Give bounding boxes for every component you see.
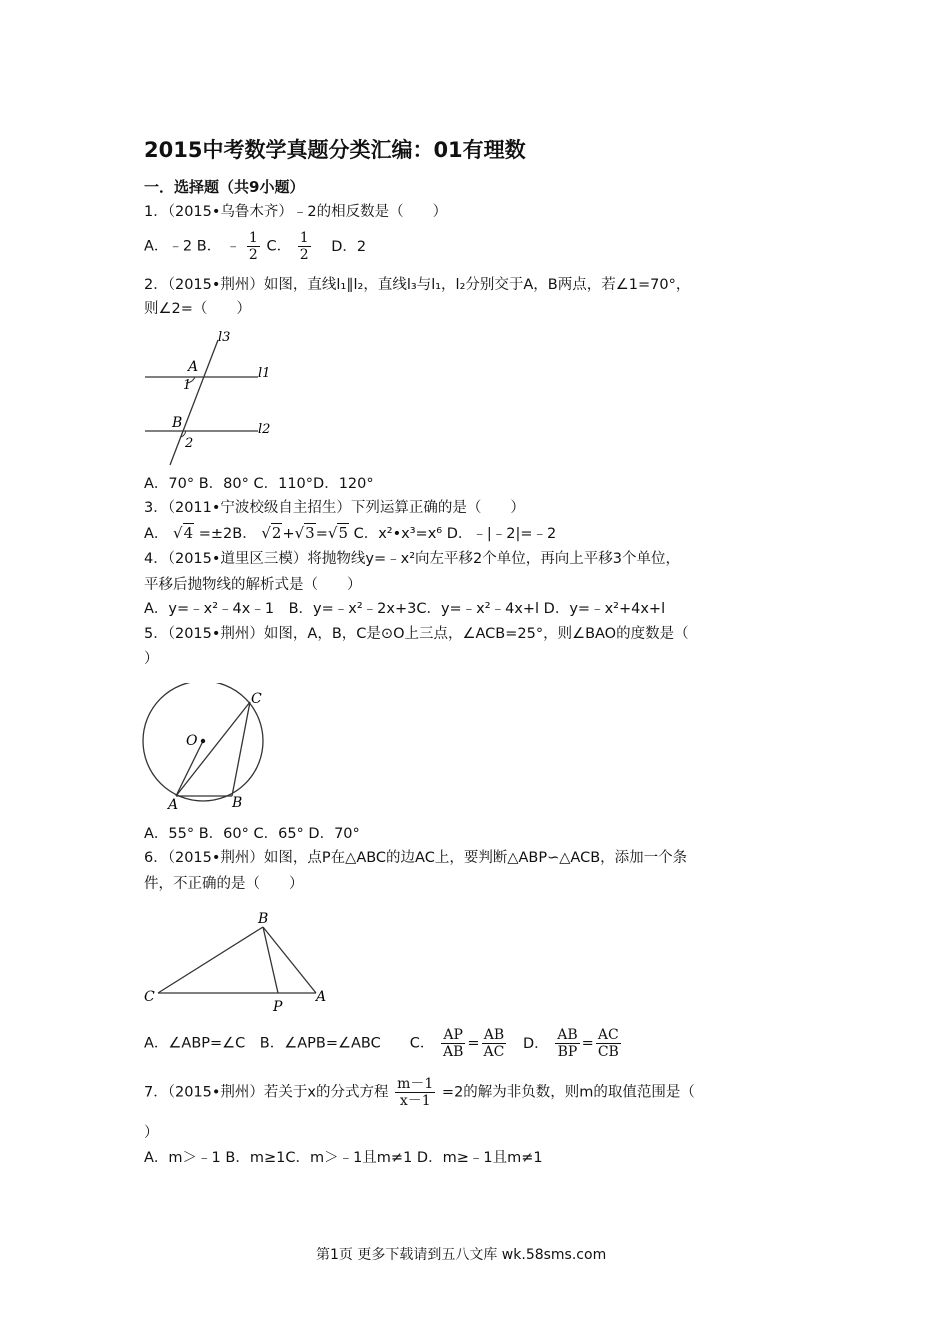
angle-1-label: 1	[183, 378, 192, 393]
q5-figure-circle	[140, 683, 275, 813]
frac-num: AP	[441, 1027, 465, 1044]
radicand: 5	[338, 524, 348, 542]
q6-stem-line2: 件，不正确的是（ ）	[144, 876, 304, 892]
center-point	[201, 739, 205, 743]
frac-den: 2	[248, 247, 258, 263]
point-b-label: B	[232, 795, 243, 811]
sqrt-3: √3	[294, 524, 315, 542]
label-l3: l3	[218, 330, 231, 345]
q6-option-d: D．	[522, 1035, 549, 1052]
radicand: 3	[305, 524, 315, 542]
q6-frac-ab-bp	[555, 1027, 579, 1060]
sqrt-2: √2	[261, 524, 282, 542]
frac-num: AB	[557, 1027, 578, 1043]
frac-den: AC	[483, 1044, 505, 1060]
radicand: 2	[271, 524, 282, 542]
frac-den: 2	[299, 247, 309, 263]
q3-option-a-suffix: =±2B．	[198, 526, 257, 542]
q6-frac-ac-cb	[596, 1027, 621, 1060]
point-b-label: B	[172, 415, 183, 431]
frac-den: AB	[442, 1044, 464, 1060]
q1-fraction-c	[298, 230, 311, 263]
q3-stem: 3．（2011•宁波校级自主招生）下列运算正确的是（ ）	[144, 500, 525, 516]
page-title: 2015中考数学真题分类汇编：01有理数	[144, 138, 526, 162]
segment-ac	[176, 702, 250, 796]
point-c-label: C	[251, 691, 262, 707]
frac-num: AB	[482, 1027, 507, 1044]
plus-sign: +	[282, 526, 295, 542]
q2-figure-parallel-lines	[140, 325, 275, 470]
q6-stem-line1: 6．（2015•荆州）如图，点P在△ABC的边AC上，要判断△ABP∽△ACB，添加一个条	[144, 850, 688, 866]
q6-frac-ab-ac	[482, 1027, 507, 1060]
page-footer: 第1页 更多下载请到五八文库 wk.58sms.com	[316, 1247, 607, 1263]
section-heading: 一．选择题（共9小题）	[144, 178, 305, 196]
q3-options	[144, 524, 556, 543]
label-l2: l2	[258, 422, 271, 437]
point-p-label: P	[273, 999, 283, 1015]
sqrt-4: √4	[173, 524, 194, 542]
sqrt-5: √5	[327, 524, 348, 542]
q1-options	[144, 230, 366, 263]
frac-num: m－1	[397, 1076, 434, 1092]
point-a-label: A	[168, 797, 179, 813]
q6-options	[144, 1027, 623, 1060]
frac-num: 1	[299, 230, 309, 246]
frac-num: 1	[248, 230, 258, 246]
q1-option-c: C．	[266, 238, 292, 255]
q7-fraction	[395, 1076, 435, 1109]
q5-stem-line1: 5．（2015•荆州）如图，A，B，C是⊙O上三点，∠ACB=25°，则∠BAO的度数是（	[144, 626, 689, 642]
equals-sign: =	[467, 1035, 480, 1052]
radicand: 4	[183, 524, 194, 542]
point-a-label: A	[188, 359, 199, 375]
point-a-label: A	[316, 989, 327, 1005]
q6-figure-triangle	[140, 905, 340, 1015]
q4-stem-line2: 平移后抛物线的解析式是（ ）	[144, 577, 362, 593]
q1-option-a-b: A．﹣2 B．	[144, 238, 222, 255]
equals-sign: =	[581, 1035, 594, 1052]
q1-neg-sign: ﹣	[225, 238, 241, 255]
q6-options-a-b: A．∠ABP=∠C B．∠APB=∠ABC C．	[144, 1035, 435, 1052]
point-o-label: O	[186, 733, 198, 749]
q7-stem-line2: ）	[144, 1125, 159, 1141]
frac-den: x－1	[399, 1093, 431, 1109]
q7-options: A．m＞﹣1 B．m≥1C．m＞﹣1且m≠1 D．m≥﹣1且m≠1	[144, 1150, 543, 1166]
frac-den: CB	[597, 1044, 619, 1060]
q1-option-d: D．2	[331, 238, 367, 255]
q2-stem-line1: 2．（2015•荆州）如图，直线l₁∥l₂，直线l₃与l₁，l₂分别交于A，B两点，若∠1=70°，	[144, 277, 691, 293]
q3-option-a-prefix: A．	[144, 526, 169, 542]
q6-frac-ap-ab	[441, 1027, 465, 1060]
q4-stem-line1: 4．（2015•道里区三模）将抛物线y=﹣x²向左平移2个单位，再向上平移3个单位，	[144, 551, 681, 567]
segment-cb	[158, 927, 263, 993]
q4-options: A．y=﹣x²﹣4x﹣1 B．y=﹣x²﹣2x+3C．y=﹣x²﹣4x+l D．y=﹣x²+4x+l	[144, 601, 666, 617]
q7-stem-line1	[144, 1076, 695, 1109]
equals-sign: =	[315, 526, 328, 542]
label-l1: l1	[258, 366, 271, 381]
angle-2-label: 2	[185, 436, 194, 451]
q7-stem-prefix: 7．（2015•荆州）若关于x的分式方程	[144, 1084, 389, 1101]
q1-fraction-b	[247, 230, 260, 263]
q2-stem-line2: 则∠2=（ ）	[144, 301, 251, 317]
q7-stem-suffix: =2的解为非负数，则m的取值范围是（	[441, 1084, 695, 1101]
frac-num: AC	[596, 1027, 621, 1044]
frac-den: BP	[557, 1044, 578, 1060]
point-c-label: C	[144, 989, 155, 1005]
q5-options: A．55° B．60° C．65° D．70°	[144, 826, 360, 842]
q2-options: A．70° B．80° C．110°D．120°	[144, 476, 374, 492]
point-b-label: B	[258, 911, 269, 927]
q3-options-c-d: C．x²•x³=x⁶ D．﹣|﹣2|=﹣2	[353, 526, 557, 542]
segment-ao	[176, 741, 203, 796]
q1-stem: 1．（2015•乌鲁木齐）﹣2的相反数是（ ）	[144, 204, 448, 220]
q5-stem-line2: ）	[144, 651, 159, 667]
